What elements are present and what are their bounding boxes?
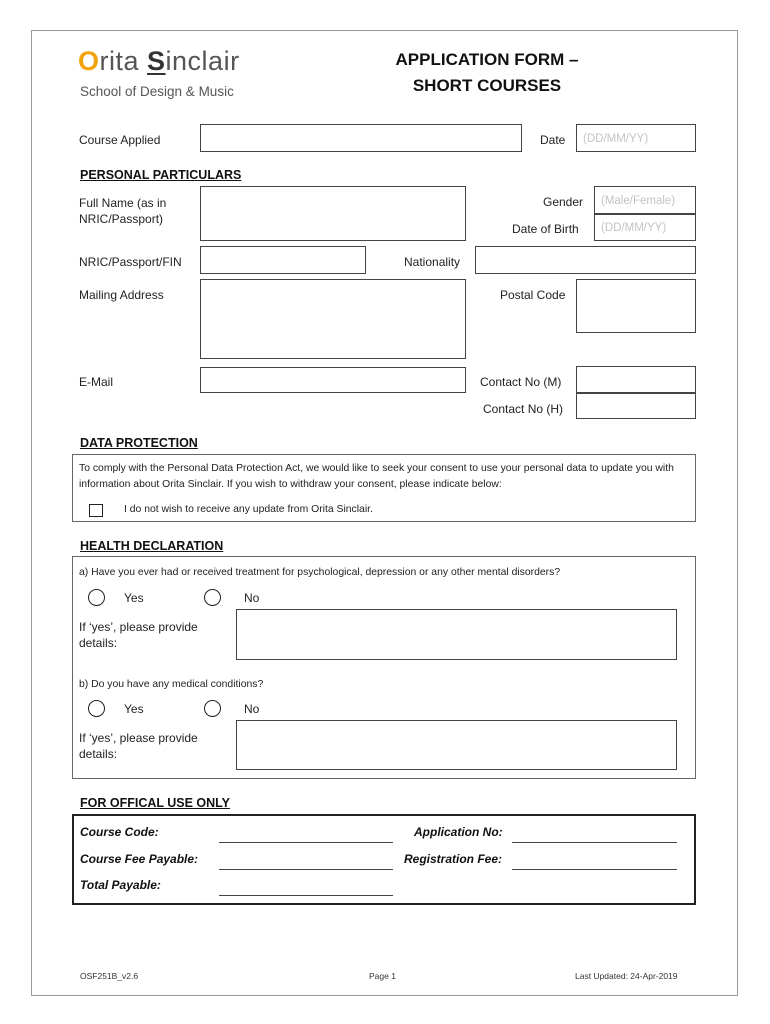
nationality-label: Nationality: [404, 255, 461, 269]
nric-label: NRIC/Passport/FIN: [79, 255, 182, 269]
logo: Orita Sinclair: [78, 46, 240, 76]
personal-particulars-heading: PERSONAL PARTICULARS: [80, 168, 242, 182]
contact-mobile-label: Contact No (M): [480, 375, 562, 389]
contact-mobile-input[interactable]: [576, 366, 696, 393]
postal-code-label: Postal Code: [500, 288, 566, 302]
mailing-address-input[interactable]: [200, 279, 466, 359]
date-label: Date: [540, 133, 566, 147]
logo-subtitle: School of Design & Music: [80, 84, 234, 99]
question-a-yes-radio[interactable]: [88, 589, 105, 606]
question-a-no-label: No: [244, 591, 260, 605]
nric-input[interactable]: [200, 246, 366, 274]
application-no-label: Application No:: [414, 825, 503, 839]
course-fee-line[interactable]: [219, 869, 393, 870]
form-code: OSF251B_v2.6: [80, 971, 139, 981]
registration-fee-label: Registration Fee:: [404, 852, 503, 866]
gender-label: Gender: [543, 195, 584, 209]
opt-out-checkbox[interactable]: [89, 504, 103, 517]
health-declaration-heading: HEALTH DECLARATION: [80, 539, 224, 553]
postal-code-input[interactable]: [576, 279, 696, 333]
nationality-input[interactable]: [475, 246, 696, 274]
contact-home-input[interactable]: [576, 393, 696, 419]
date-input[interactable]: [576, 124, 696, 152]
gender-input[interactable]: [594, 186, 696, 214]
full-name-label: Full Name (as in NRIC/Passport): [79, 196, 167, 226]
dob-input[interactable]: [594, 214, 696, 241]
question-a-no-radio[interactable]: [204, 589, 221, 606]
date-placeholder: (DD/MM/YY): [583, 133, 649, 145]
question-b-no-label: No: [244, 702, 260, 716]
data-protection-heading: DATA PROTECTION: [80, 436, 198, 450]
contact-home-label: Contact No (H): [483, 402, 564, 416]
course-fee-label: Course Fee Payable:: [80, 852, 199, 866]
question-b-details-label: If ‘yes’, please provide details:: [79, 731, 198, 761]
data-protection-text: To comply with the Personal Data Protection Act, we would like to seek your consent to use your personal data to update you with information about Orita Sinclair. If you wish to withdraw your consent, please indicate below:: [79, 463, 674, 490]
question-a-details-input[interactable]: [236, 609, 677, 660]
opt-out-label: I do not wish to receive any update from Orita Sinclair.: [124, 504, 373, 515]
last-updated: Last Updated: 24-Apr-2019: [575, 971, 678, 981]
dob-label: Date of Birth: [512, 222, 579, 236]
course-applied-input[interactable]: [200, 124, 522, 152]
dob-placeholder: (DD/MM/YY): [601, 222, 667, 234]
question-a: a) Have you ever had or received treatment for psychological, depression or any other mental disorders?: [79, 567, 561, 578]
course-applied-label: Course Applied: [79, 133, 161, 147]
question-b-yes-radio[interactable]: [88, 700, 105, 717]
question-b-details-input[interactable]: [236, 720, 677, 770]
email-input[interactable]: [200, 367, 466, 393]
mailing-address-label: Mailing Address: [79, 288, 164, 302]
full-name-input[interactable]: [200, 186, 466, 241]
question-a-details-label: If ‘yes’, please provide details:: [79, 620, 198, 650]
question-b-yes-label: Yes: [124, 702, 144, 716]
question-b: b) Do you have any medical conditions?: [79, 679, 264, 690]
question-a-yes-label: Yes: [124, 591, 144, 605]
official-use-heading: FOR OFFICAL USE ONLY: [80, 796, 231, 810]
page-number: Page 1: [369, 971, 396, 981]
total-payable-line[interactable]: [219, 895, 393, 896]
total-payable-label: Total Payable:: [80, 878, 161, 892]
form-title: APPLICATION FORM – SHORT COURSES: [395, 50, 579, 95]
application-no-line[interactable]: [512, 842, 677, 843]
question-b-no-radio[interactable]: [204, 700, 221, 717]
course-code-line[interactable]: [219, 842, 393, 843]
gender-placeholder: (Male/Female): [601, 195, 676, 207]
email-label: E-Mail: [79, 375, 114, 389]
course-code-label: Course Code:: [80, 825, 159, 839]
registration-fee-line[interactable]: [512, 869, 677, 870]
